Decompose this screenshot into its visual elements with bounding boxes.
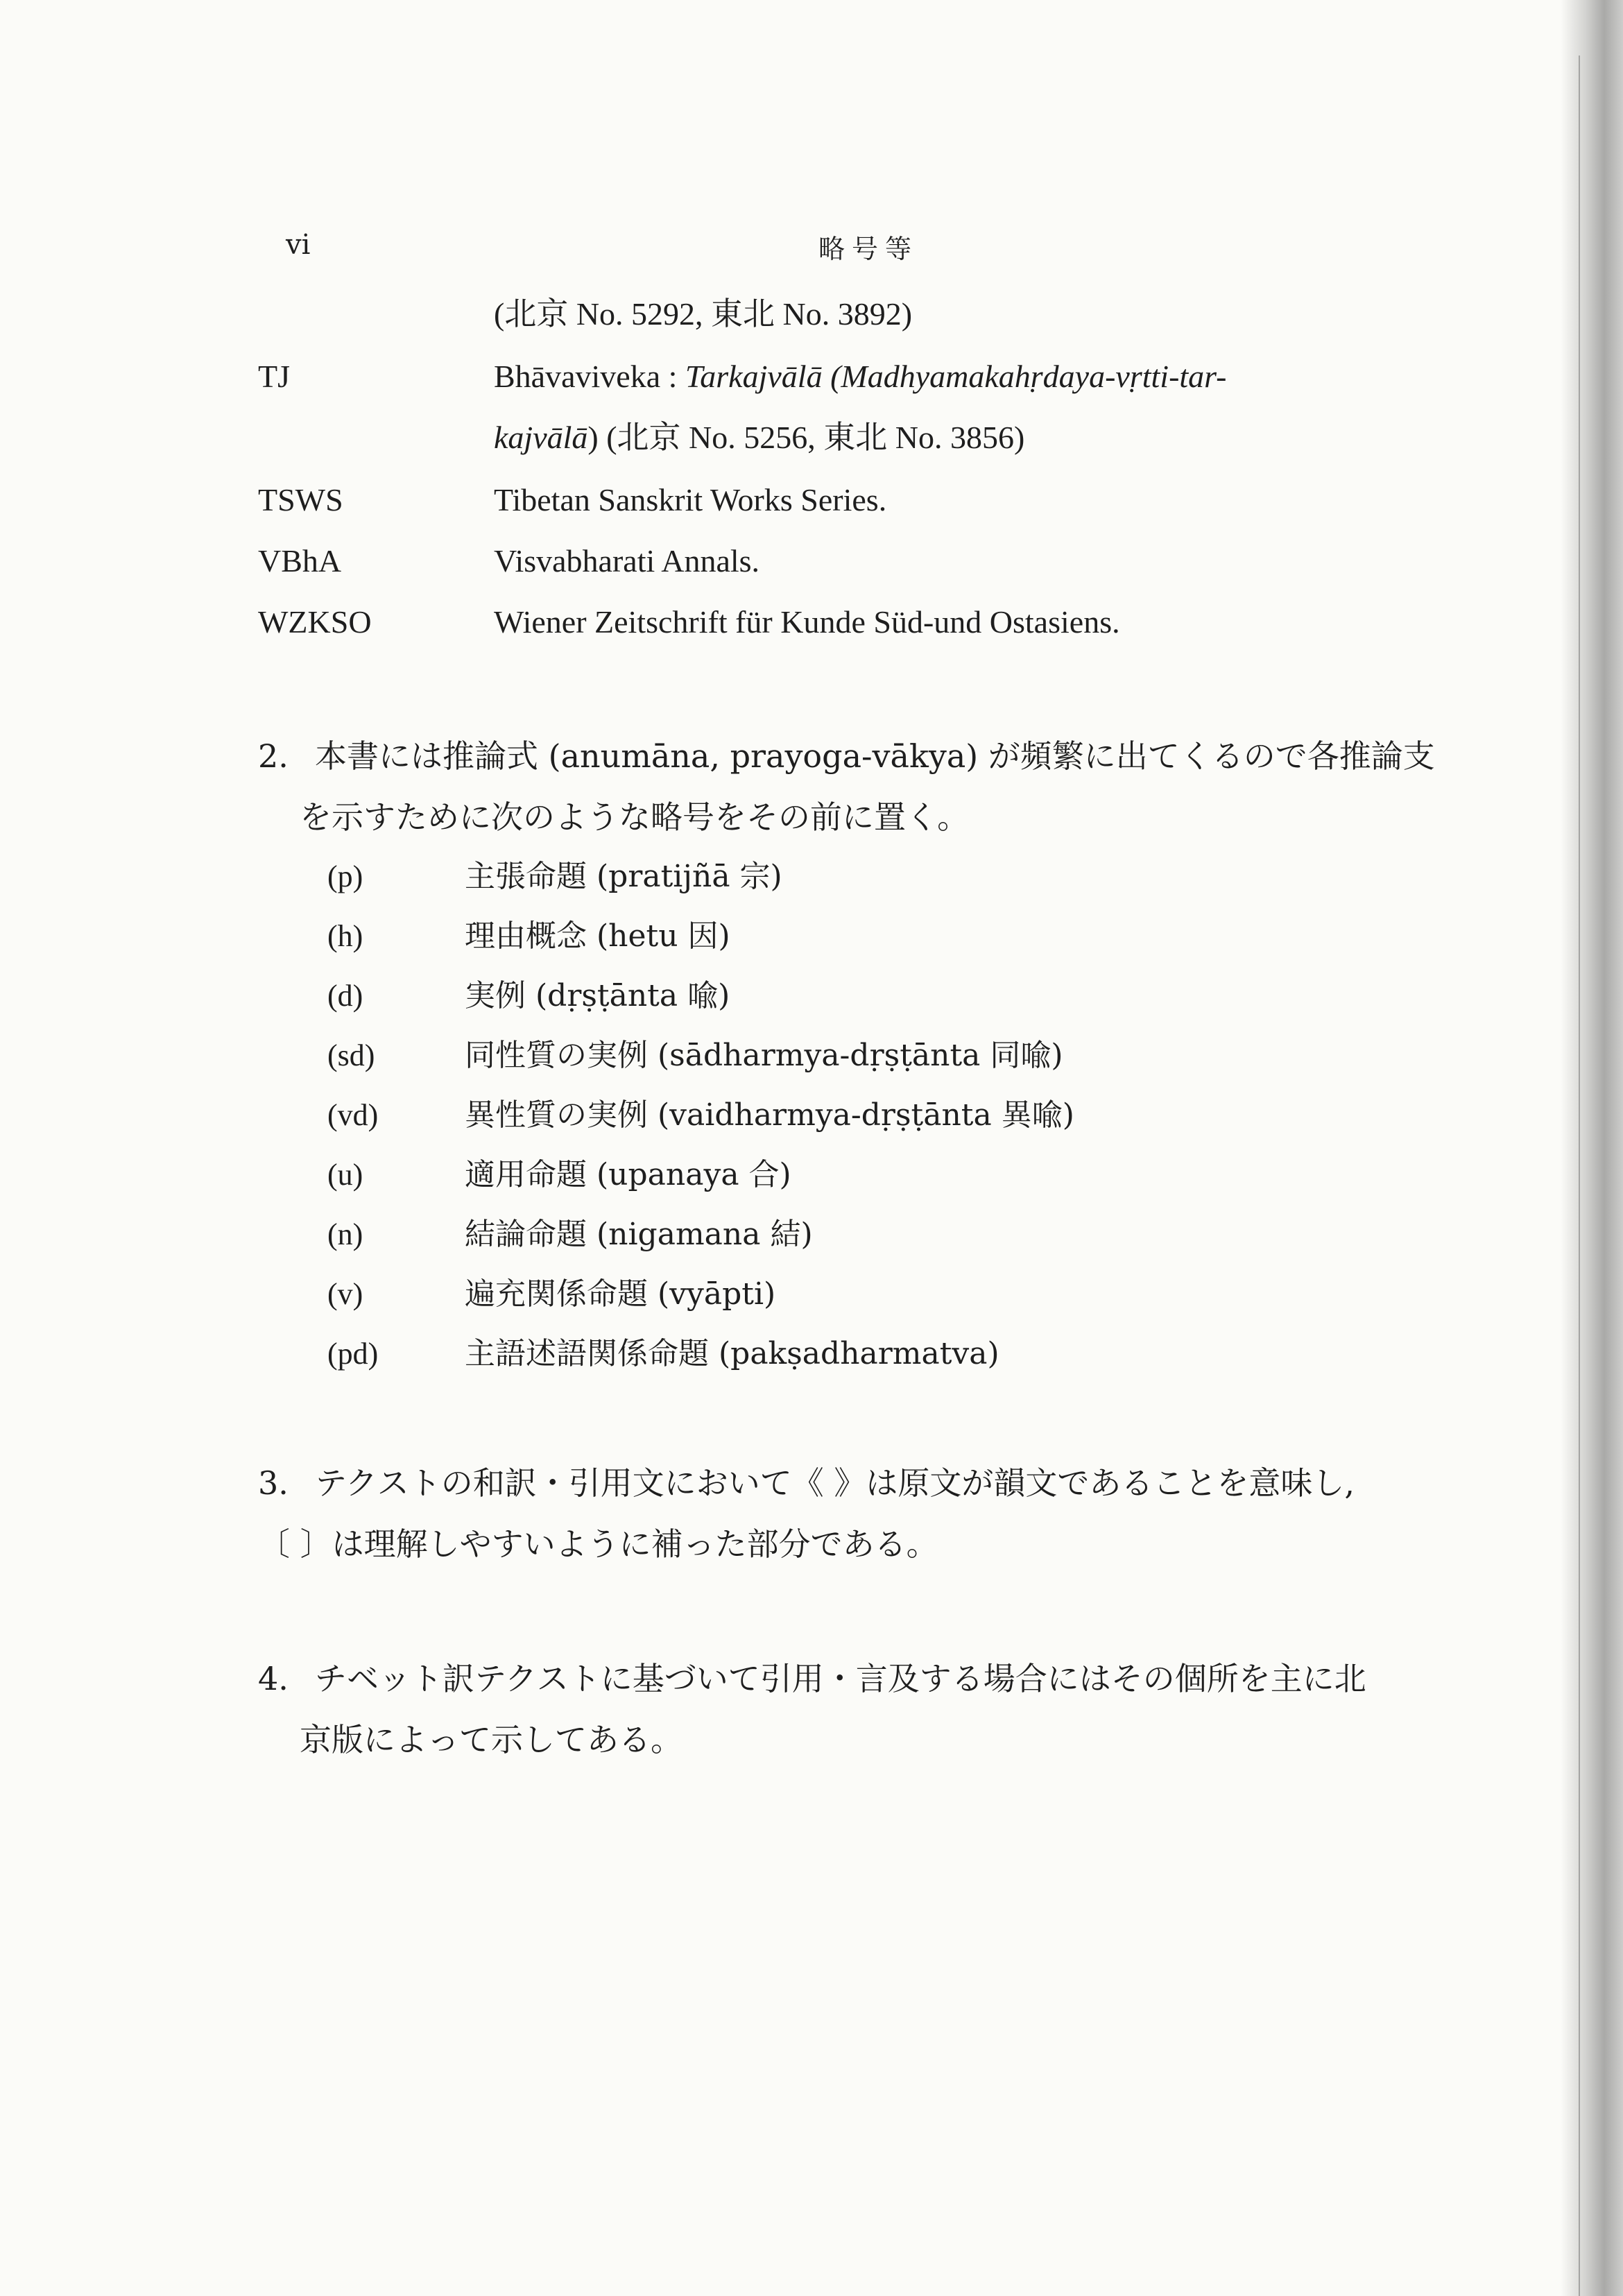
- section-text-cont: を示すために次のような略号をその前に置く。: [300, 798, 970, 836]
- section-number: 3.: [258, 1464, 289, 1502]
- section-text-cont: 京版によって示してある。: [300, 1721, 682, 1758]
- symbol-desc: 同性質の実例 (sādharmya-dṛṣṭānta 同喩): [465, 1038, 1063, 1073]
- symbol-desc: 実例 (dṛṣṭānta 喩): [465, 978, 730, 1013]
- abbr-alt-title: kajvālā: [494, 420, 588, 455]
- symbol-key: (h): [327, 919, 363, 953]
- running-title: 略号等: [818, 234, 919, 264]
- symbol-key: (d): [327, 979, 363, 1013]
- symbol-key: (n): [327, 1217, 363, 1251]
- symbol-desc: 理由概念 (hetu 因): [465, 918, 730, 954]
- section-text: チベット訳テクストに基づいて引用・言及する場合にはその個所を主に北: [315, 1660, 1366, 1697]
- symbol-desc: 適用命題 (upanaya 合): [465, 1157, 791, 1192]
- abbr-key: VBhA: [258, 543, 342, 579]
- abbr-value: [494, 361, 1226, 393]
- abbr-value: Visvabharati Annals.: [494, 543, 760, 579]
- section-2-intro: [258, 726, 1493, 848]
- abbr-value: Tibetan Sanskrit Works Series.: [494, 482, 887, 517]
- section-text-cont: 〔 〕は理解しやすいように補った部分である。: [258, 1525, 938, 1563]
- symbol-desc: 主張命題 (pratijñā 宗): [465, 859, 782, 894]
- abbr-continuation: (北京 No. 5292, 東北 No. 3892): [494, 296, 913, 332]
- abbr-key: TSWS: [258, 482, 343, 517]
- symbol-key: (v): [327, 1277, 363, 1311]
- page-number: vi: [286, 229, 311, 261]
- symbol-key: (u): [327, 1158, 363, 1192]
- symbol-desc: 遍充関係命題 (vyāpti): [465, 1276, 776, 1312]
- abbr-catalog: ) (北京 No. 5256, 東北 No. 3856): [587, 420, 1025, 455]
- symbol-desc: 異性質の実例 (vaidharmya-dṛṣṭānta 異喩): [465, 1097, 1074, 1133]
- abbr-value: Wiener Zeitschrift für Kunde Süd-und Ostasiens.: [494, 604, 1120, 640]
- section-text: テクストの和訳・引用文において《 》は原文が韻文であることを意味し,: [315, 1464, 1355, 1502]
- symbol-key: (sd): [327, 1038, 375, 1072]
- scan-edge-line: [1579, 55, 1580, 2296]
- abbr-title: Tarkajvālā: [685, 359, 823, 394]
- scan-edge-shadow: [1561, 0, 1623, 2296]
- abbr-value: [494, 422, 1024, 454]
- section-number: 2.: [258, 737, 289, 775]
- section-3: [258, 1453, 1493, 1575]
- abbr-key: TJ: [258, 359, 290, 394]
- symbol-desc: 結論命題 (nigamana 結): [465, 1217, 813, 1252]
- abbr-key: WZKSO: [258, 604, 372, 640]
- symbol-desc: 主語述語関係命題 (pakṣadharmatva): [465, 1336, 999, 1371]
- abbr-author: Bhāvaviveka :: [494, 359, 685, 394]
- symbol-key: (p): [327, 859, 363, 893]
- symbol-key: (pd): [327, 1337, 379, 1371]
- section-4: [258, 1648, 1493, 1770]
- section-text: 本書には推論式 (anumāna, prayoga-vākya) が頻繁に出てくるので各推論支: [315, 737, 1435, 775]
- symbol-key: (vd): [327, 1098, 379, 1132]
- abbr-alt-title: (Madhyamakahṛdaya-vṛtti-tar-: [822, 359, 1227, 394]
- section-number: 4.: [258, 1660, 289, 1697]
